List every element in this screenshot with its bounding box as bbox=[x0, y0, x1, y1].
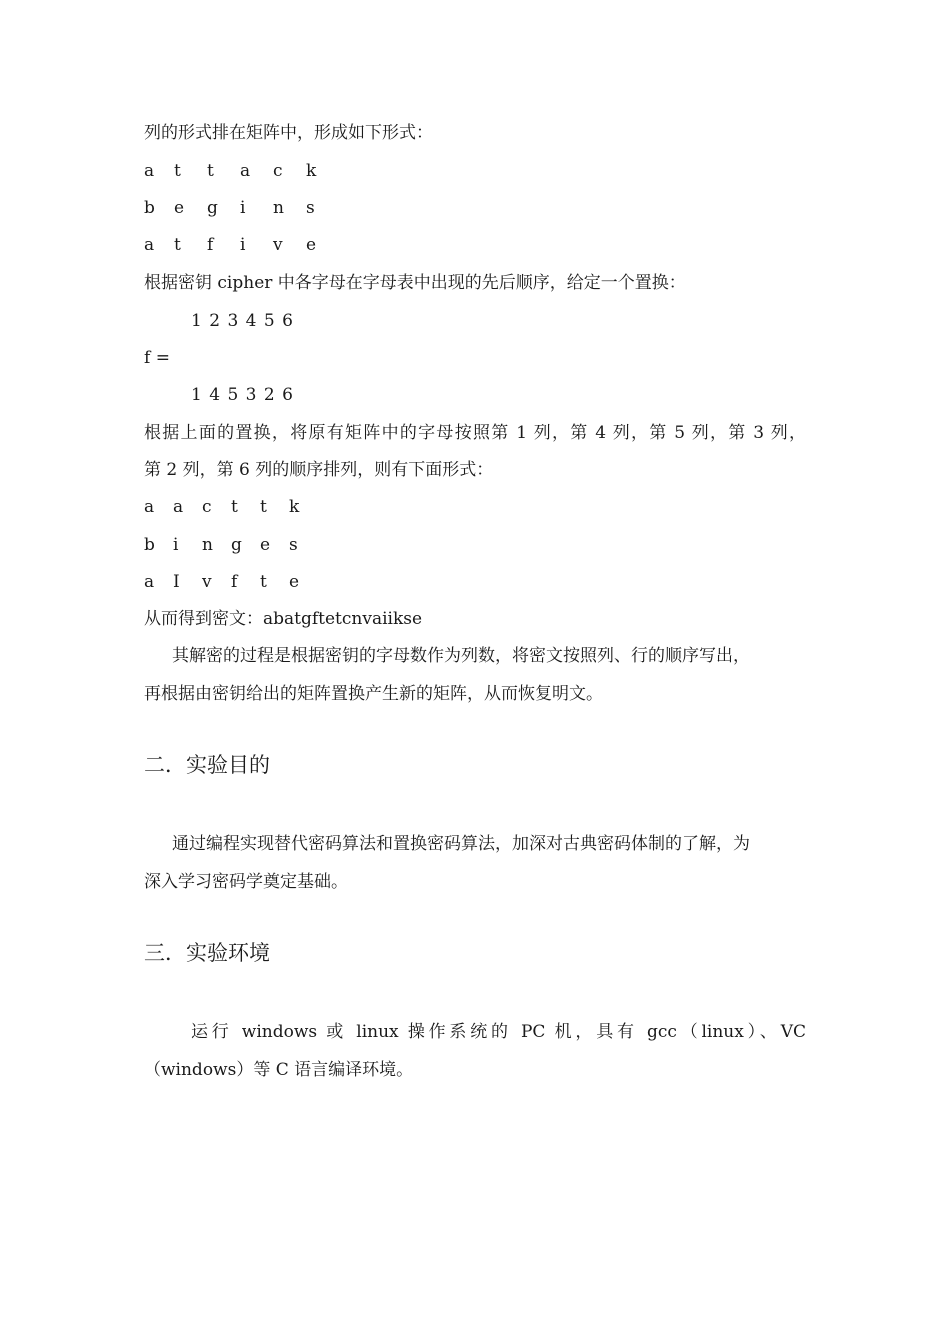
matrix-cell: e bbox=[260, 535, 271, 555]
matrix-cell: b bbox=[144, 198, 155, 218]
matrix-cell: b bbox=[144, 535, 155, 555]
matrix-cell: t bbox=[174, 161, 181, 181]
permutation-bottom-row: 1 4 5 3 2 6 bbox=[191, 385, 294, 405]
matrix-cell: k bbox=[306, 161, 317, 181]
matrix-cell: g bbox=[231, 535, 242, 555]
matrix-cell: t bbox=[231, 497, 238, 517]
matrix1-row-1 bbox=[144, 160, 339, 182]
matrix-cell: v bbox=[202, 572, 212, 592]
matrix-cell: t bbox=[260, 572, 267, 592]
matrix-cell: a bbox=[240, 161, 251, 181]
matrix-cell: c bbox=[202, 497, 212, 517]
matrix-cell: v bbox=[273, 235, 283, 255]
matrix2-row-1 bbox=[144, 496, 318, 518]
paragraph-environment-line-1: 运行 windows 或 linux 操作系统的 PC 机，具有 gcc（linux）、VC bbox=[191, 1022, 806, 1042]
paragraph-key-order: 根据密钥 cipher 中各字母在字母表中出现的先后顺序，给定一个置换： bbox=[144, 273, 686, 293]
matrix-cell: I bbox=[173, 572, 180, 592]
matrix-cell: t bbox=[260, 497, 267, 517]
matrix-cell: i bbox=[240, 235, 246, 255]
matrix2-row-2 bbox=[144, 534, 318, 556]
permutation-label: f = bbox=[144, 348, 170, 368]
matrix-cell: s bbox=[306, 198, 315, 218]
matrix-cell: a bbox=[144, 235, 155, 255]
paragraph-ciphertext: 从而得到密文：abatgftetcnvaiikse bbox=[144, 609, 423, 629]
matrix-cell: a bbox=[144, 497, 155, 517]
section-heading-purpose: 二．实验目的 bbox=[144, 753, 270, 777]
paragraph-purpose-line-2: 深入学习密码学奠定基础。 bbox=[144, 872, 348, 892]
paragraph-permute-line-1: 根据上面的置换，将原有矩阵中的字母按照第 1 列，第 4 列，第 5 列，第 3 列， bbox=[144, 423, 806, 443]
matrix-cell: t bbox=[207, 161, 214, 181]
matrix-cell: n bbox=[202, 535, 213, 555]
matrix-cell: a bbox=[144, 572, 155, 592]
matrix-cell: a bbox=[173, 497, 184, 517]
matrix-cell: e bbox=[174, 198, 185, 218]
paragraph-intro: 列的形式排在矩阵中，形成如下形式： bbox=[144, 123, 433, 143]
paragraph-permute-line-2: 第 2 列，第 6 列的顺序排列，则有下面形式： bbox=[144, 460, 494, 480]
matrix-cell: f bbox=[207, 235, 214, 255]
matrix-cell: e bbox=[306, 235, 317, 255]
paragraph-environment-line-2: （windows）等 C 语言编译环境。 bbox=[144, 1060, 414, 1080]
matrix1-row-2 bbox=[144, 197, 339, 219]
matrix-cell: f bbox=[231, 572, 238, 592]
matrix-cell: i bbox=[173, 535, 179, 555]
matrix-cell: e bbox=[289, 572, 300, 592]
matrix-cell: a bbox=[144, 161, 155, 181]
matrix-cell: s bbox=[289, 535, 298, 555]
matrix-cell: t bbox=[174, 235, 181, 255]
section-heading-environment: 三．实验环境 bbox=[144, 941, 270, 965]
matrix-cell: g bbox=[207, 198, 218, 218]
matrix2-row-3 bbox=[144, 571, 318, 593]
paragraph-decrypt-line-1: 其解密的过程是根据密钥的字母数作为列数，将密文按照列、行的顺序写出， bbox=[172, 646, 750, 666]
matrix-cell: n bbox=[273, 198, 284, 218]
matrix-cell: k bbox=[289, 497, 300, 517]
paragraph-decrypt-line-2: 再根据由密钥给出的矩阵置换产生新的矩阵，从而恢复明文。 bbox=[144, 684, 603, 704]
paragraph-purpose-line-1: 通过编程实现替代密码算法和置换密码算法，加深对古典密码体制的了解，为 bbox=[172, 834, 750, 854]
matrix-cell: c bbox=[273, 161, 283, 181]
matrix1-row-3 bbox=[144, 234, 339, 256]
matrix-cell: i bbox=[240, 198, 246, 218]
permutation-top-row: 1 2 3 4 5 6 bbox=[191, 311, 294, 331]
